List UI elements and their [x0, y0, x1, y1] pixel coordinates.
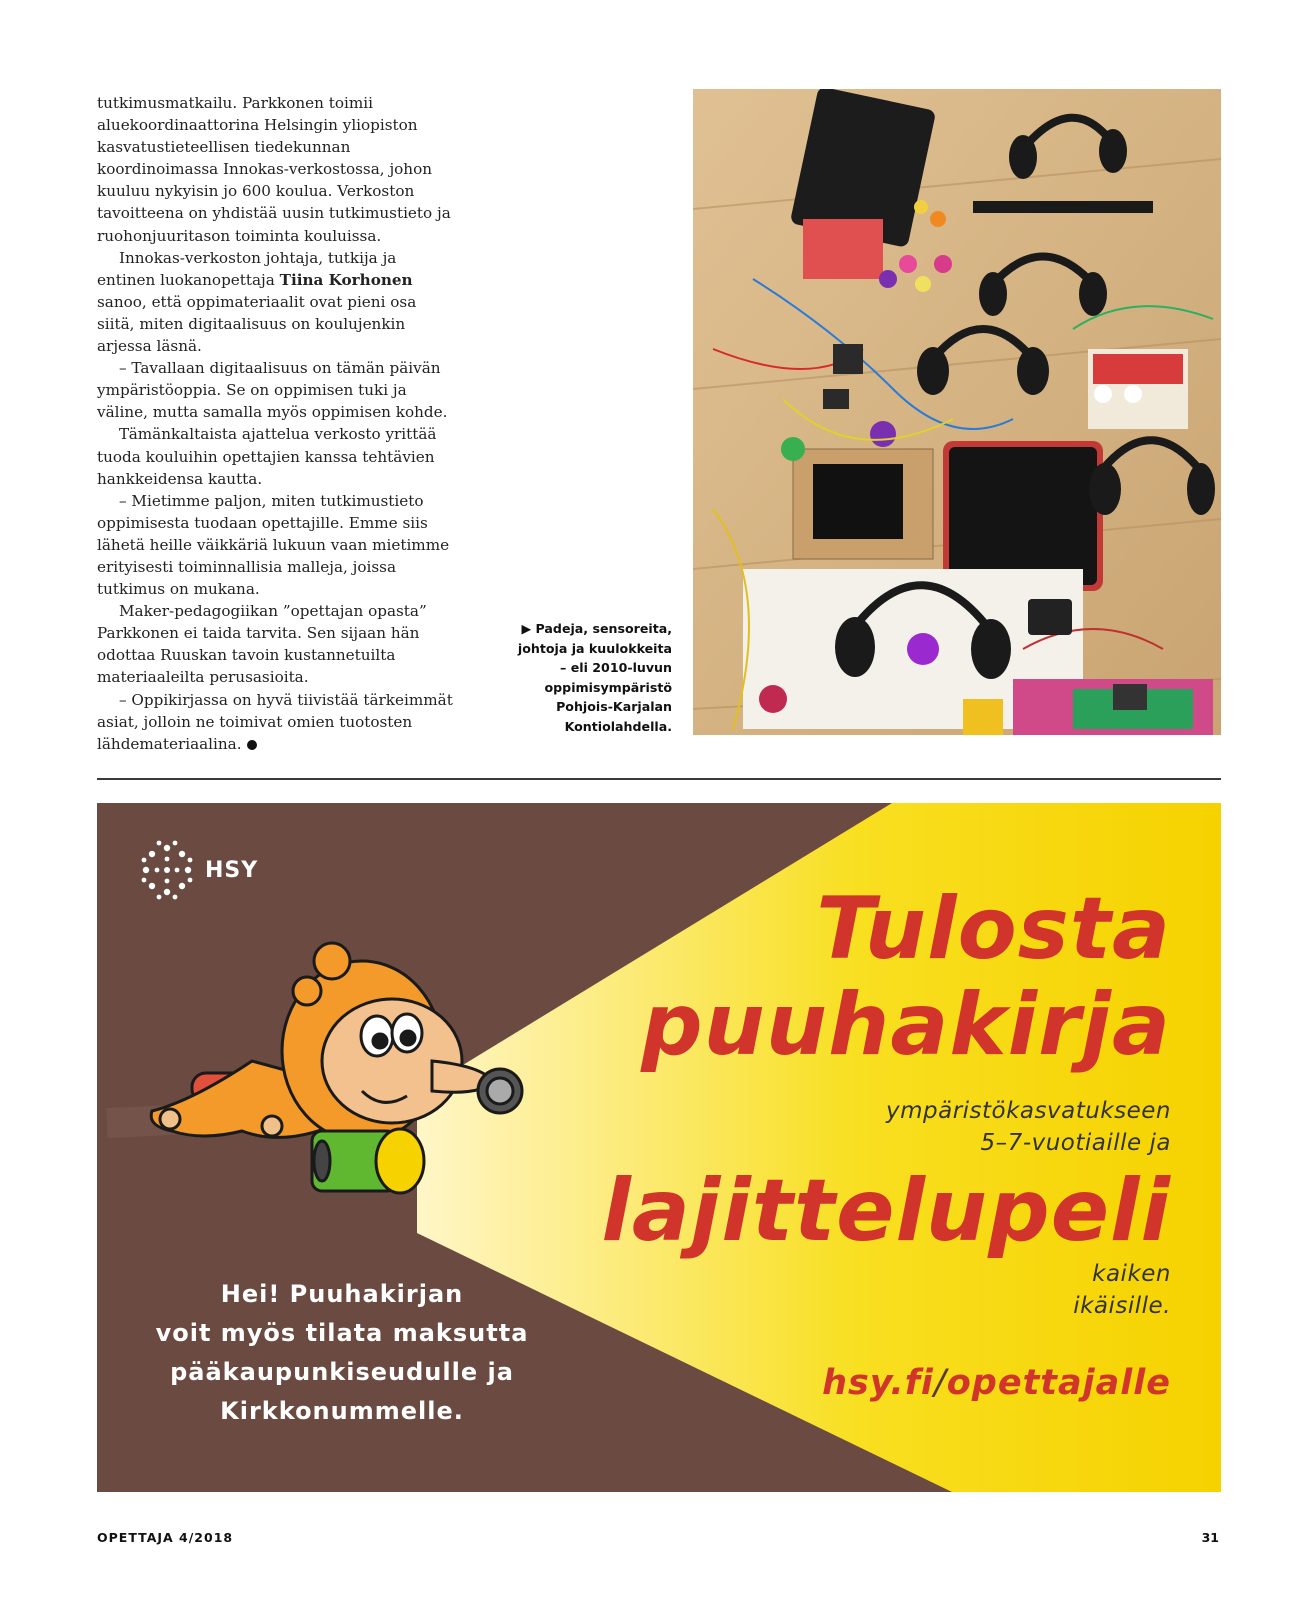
promo-line: voit myös tilata maksutta [155, 1319, 529, 1347]
headline-tulosta: Tulosta [816, 879, 1171, 979]
end-mark-icon [247, 740, 257, 750]
logo-text: HSY [205, 858, 259, 883]
subtext-line: ikäisille. [1073, 1293, 1171, 1319]
article-paragraph: Tämänkaltaista ajattelua verkosto yrittää tuoda kouluihin opettajien kanssa tehtävien hankkeidensa kautta. [97, 425, 437, 488]
article-paragraph [97, 247, 453, 357]
article-paragraph: – Tavallaan digitaalisuus on tämän päivän ympäristöoppia. Se on oppimisen tuki ja väline, mutta samalla myös oppimisen kohde. [97, 359, 448, 422]
mascot-illustration [132, 941, 532, 1241]
subtext-line: ympäristökasvatukseen [885, 1098, 1171, 1124]
caption-line: oppimisympäristö [544, 679, 672, 695]
photo-illustration [693, 89, 1221, 735]
article-text: sanoo, että oppimateriaalit ovat pieni osa siitä, miten digitaalisuus on koulujenkin arjessa läsnä. [97, 292, 417, 356]
url-path: opettajalle [946, 1363, 1171, 1403]
subtext-age-group [886, 1095, 1171, 1159]
headline-puuhakirja: puuhakirja [641, 975, 1171, 1075]
photo-caption [512, 619, 672, 737]
article-text: Innokas-verkoston johtaja, tutkija ja entinen luokanopettaja [97, 248, 397, 289]
caption-line: johtoja ja kuulokkeita [517, 640, 672, 656]
article-paragraph: – Mietimme paljon, miten tutkimustieto oppimisesta tuodaan opettajille. Emme siis lähetä heille väikkäriä lukuun vaan mietimme erityisesti toiminnallisia malleja, joissa tutkimus on mukana. [97, 491, 450, 599]
promo-line: pääkaupunkiseudulle ja [170, 1358, 514, 1386]
order-promo-text [137, 1275, 547, 1431]
hsy-advertisement [97, 803, 1221, 1492]
page-number: 31 [1201, 1530, 1219, 1545]
caption-line: Pohjois-Karjalan [556, 699, 672, 715]
article-paragraph: tutkimusmatkailu. Parkkonen toimii aluekoordinaattorina Helsingin yliopiston kasvatustieteellisen tiedekunnan koordinoimassa Innokas-verkostossa, johon kuuluu nykyisin jo 600 koulua. Verkoston tavoitteena on yhdistää uusin tutkimustieto ja ruohonjuuritason toiminta kouluissa. [97, 94, 451, 245]
caption-line: ▶ Padeja, sensoreita, [521, 621, 672, 636]
article-text: – Oppikirjassa on hyvä tiivistää tärkeimmät asiat, jolloin ne toimivat omien tuotosten lähdemateriaalina. [97, 690, 453, 753]
promo-line: Hei! Puuhakirjan [220, 1280, 464, 1308]
subtext-line: 5–7-vuotiaille ja [980, 1130, 1171, 1156]
promo-line: Kirkkonummelle. [220, 1397, 464, 1425]
subtext-line: kaiken [1092, 1261, 1171, 1287]
ad-url-link[interactable] [822, 1363, 1171, 1403]
article-paragraph: Maker-pedagogiikan ”opettajan opasta” Parkkonen ei taida tarvita. Sen sijaan hän odottaa Ruuskan tavoin kustannetuilta materiaaleilta perusasioita. [97, 602, 427, 687]
magazine-issue: OPETTAJA 4/2018 [97, 1530, 234, 1545]
person-name: Tiina Korhonen [279, 270, 413, 289]
classroom-photo [693, 89, 1221, 735]
subtext-all-ages [1073, 1258, 1171, 1322]
article-paragraph [97, 689, 453, 755]
headline-lajittelupeli: lajittelupeli [601, 1161, 1171, 1261]
caption-line: – eli 2010-luvun [560, 660, 672, 676]
section-divider [97, 778, 1221, 780]
caption-line: Kontiolahdella. [564, 718, 672, 734]
article-column [97, 92, 453, 755]
url-slash: / [933, 1363, 947, 1403]
url-domain: hsy.fi [822, 1363, 934, 1403]
